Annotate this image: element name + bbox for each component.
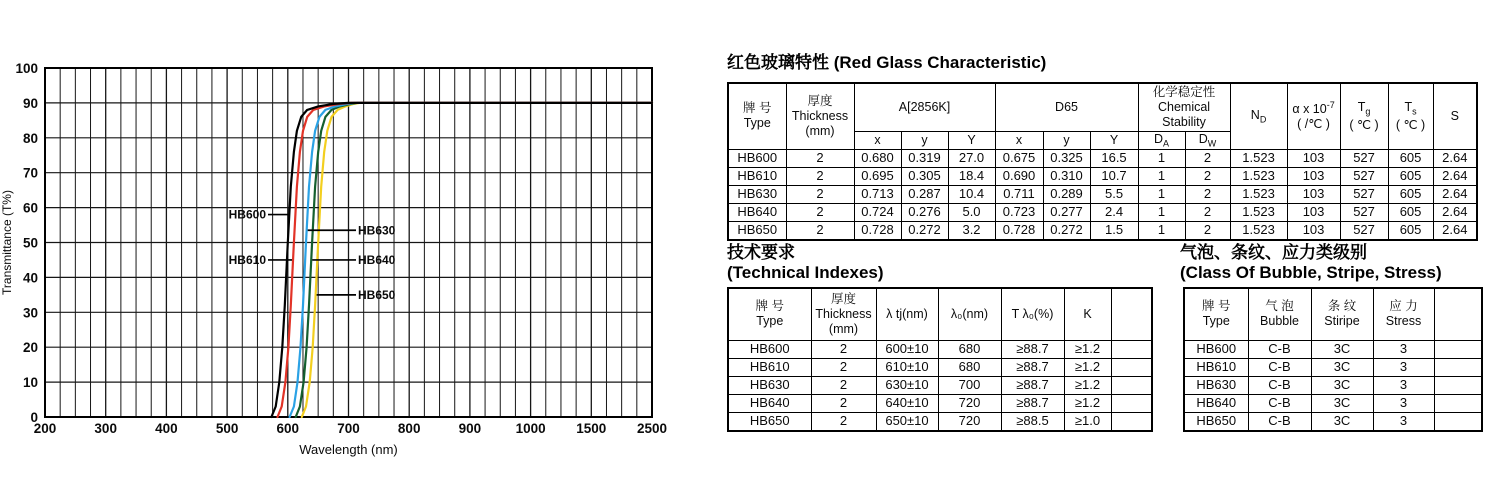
col-header-stress	[1373, 288, 1434, 340]
col-header-lambda-0: λ₀(nm)	[938, 288, 1001, 340]
table-cell	[1434, 394, 1482, 412]
red-glass-characteristic-table	[727, 82, 1478, 241]
col-header-a-x: x	[854, 131, 901, 149]
stress-label-en: Stress	[1385, 314, 1422, 329]
table-cell: 527	[1340, 203, 1388, 221]
table-cell: 605	[1388, 221, 1433, 240]
table-cell: 1.5	[1090, 221, 1138, 240]
table-cell: HB610	[1184, 358, 1248, 376]
bubble-label-zh: 气 泡	[1265, 299, 1294, 314]
table-cell: 0.713	[854, 185, 901, 203]
x-tick-label: 200	[33, 421, 57, 436]
table-row	[728, 412, 1152, 431]
section-title-red-glass: 红色玻璃特性 (Red Glass Characteristic)	[727, 53, 1047, 72]
table-cell: HB600	[1184, 340, 1248, 358]
red-glass-table-body	[728, 149, 1477, 240]
table-cell: 2.64	[1433, 167, 1477, 185]
col-header-lambda-tj: λ tj(nm)	[876, 288, 938, 340]
col-header-chemical-stability	[1138, 83, 1230, 131]
table-cell: 0.319	[901, 149, 948, 167]
type-label-zh: 牌 号	[1202, 299, 1231, 314]
col-header-type	[728, 83, 786, 149]
table-cell: 720	[938, 412, 1001, 431]
col-header-nd	[1230, 83, 1287, 149]
table-cell: 2	[786, 185, 854, 203]
table-cell: 2	[811, 358, 876, 376]
table-cell: HB600	[728, 340, 811, 358]
table-row	[1184, 412, 1482, 431]
x-tick-label: 1000	[515, 421, 546, 436]
table-cell: HB600	[728, 149, 786, 167]
table-cell: 2	[811, 376, 876, 394]
table-cell: 1.523	[1230, 185, 1287, 203]
table-cell: 2.4	[1090, 203, 1138, 221]
table-cell: 680	[938, 340, 1001, 358]
thickness-unit: (mm)	[828, 321, 859, 336]
table-cell: ≥88.7	[1001, 340, 1064, 358]
x-tick-label: 1500	[576, 421, 607, 436]
ts-base: T	[1404, 100, 1413, 115]
alpha-base: α x 10	[1292, 102, 1327, 117]
table-row	[728, 340, 1152, 358]
table-cell: 0.675	[995, 149, 1043, 167]
type-label-zh: 牌 号	[743, 101, 772, 116]
table-cell: 610±10	[876, 358, 938, 376]
type-label-en: Type	[743, 116, 771, 131]
table-cell: 27.0	[948, 149, 995, 167]
col-header-da	[1138, 131, 1185, 149]
col-header-k: K	[1064, 288, 1111, 340]
table-row	[1184, 376, 1482, 394]
ts-unit: ( ℃ )	[1395, 117, 1426, 132]
curve-label-HB640: HB640	[358, 252, 396, 267]
table-row	[1184, 394, 1482, 412]
table-cell: ≥1.2	[1064, 394, 1111, 412]
table-cell: 1	[1138, 221, 1185, 240]
col-header-d65-y: y	[1043, 131, 1090, 149]
col-header-d65-x: x	[995, 131, 1043, 149]
table-cell: 0.277	[1043, 203, 1090, 221]
chem-label-en1: Chemical	[1157, 99, 1211, 114]
table-row	[728, 185, 1477, 203]
col-header-d65-Y: Y	[1090, 131, 1138, 149]
table-cell: 0.272	[901, 221, 948, 240]
table-cell: 0.680	[854, 149, 901, 167]
table-cell: 605	[1388, 203, 1433, 221]
table-row	[1184, 358, 1482, 376]
table-cell: 527	[1340, 185, 1388, 203]
col-header-type	[1184, 288, 1248, 340]
col-header-a-y: y	[901, 131, 948, 149]
table-cell: 1.523	[1230, 149, 1287, 167]
y-tick-label: 80	[22, 130, 38, 146]
table-cell: 0.695	[854, 167, 901, 185]
stripe-label-zh: 条 纹	[1327, 299, 1357, 314]
col-header-alpha	[1287, 83, 1340, 149]
table-cell: C-B	[1248, 340, 1311, 358]
table-cell: HB640	[728, 203, 786, 221]
table-cell: 3	[1373, 358, 1434, 376]
table-cell: HB630	[728, 185, 786, 203]
table-row	[1184, 340, 1482, 358]
nd-base: N	[1250, 107, 1260, 122]
table-cell: 0.711	[995, 185, 1043, 203]
table-cell: 103	[1287, 149, 1340, 167]
thickness-label-zh: 厚度	[830, 291, 856, 306]
table-cell: 0.723	[995, 203, 1043, 221]
table-cell: 2	[811, 340, 876, 358]
table-cell: 3.2	[948, 221, 995, 240]
col-header-illuminant-a: A[2856K]	[854, 83, 995, 131]
technical-indexes-section	[727, 243, 1153, 432]
table-cell: C-B	[1248, 376, 1311, 394]
table-cell: 1	[1138, 185, 1185, 203]
tg-base: T	[1357, 100, 1366, 115]
table-row	[728, 167, 1477, 185]
table-cell: HB650	[728, 221, 786, 240]
chem-label-en2: Stability	[1162, 114, 1206, 129]
nd-sub: D	[1259, 114, 1267, 125]
table-cell: 1.523	[1230, 167, 1287, 185]
table-cell	[1111, 394, 1152, 412]
table-cell: 2.64	[1433, 185, 1477, 203]
bubble-stripe-stress-section	[1180, 243, 1483, 432]
curve-label-HB650: HB650	[358, 287, 396, 302]
col-header-t-lambda-0: T λ₀(%)	[1001, 288, 1064, 340]
table-row	[728, 203, 1477, 221]
thickness-label-zh: 厚度	[807, 93, 833, 108]
table-cell: HB610	[728, 358, 811, 376]
table-cell: 5.0	[948, 203, 995, 221]
table-row	[728, 221, 1477, 240]
table-cell: 640±10	[876, 394, 938, 412]
tg-sub: g	[1365, 106, 1371, 117]
technical-indexes-table-body	[728, 340, 1152, 431]
y-tick-label: 10	[22, 375, 38, 391]
col-header-bubble	[1248, 288, 1311, 340]
section-title-technical-en: (Technical Indexes)	[727, 263, 884, 282]
table-cell: ≥88.7	[1001, 376, 1064, 394]
y-tick-label: 50	[22, 235, 38, 251]
table-cell: 103	[1287, 221, 1340, 240]
col-header-tg	[1340, 83, 1388, 149]
table-cell: 0.287	[901, 185, 948, 203]
table-cell: HB630	[728, 376, 811, 394]
col-header-a-Y: Y	[948, 131, 995, 149]
y-axis-label: Transmittance (T%)	[0, 190, 14, 295]
table-cell: ≥1.2	[1064, 376, 1111, 394]
table-row	[728, 358, 1152, 376]
table-cell: 2	[1185, 185, 1230, 203]
table-cell: 2.64	[1433, 203, 1477, 221]
x-tick-label: 900	[458, 421, 482, 436]
table-cell: 2.64	[1433, 149, 1477, 167]
table-cell: ≥88.5	[1001, 412, 1064, 431]
table-cell: 2.64	[1433, 221, 1477, 240]
header-row	[1184, 288, 1482, 340]
table-cell	[1111, 376, 1152, 394]
type-label-zh: 牌 号	[755, 299, 784, 314]
table-cell: 605	[1388, 149, 1433, 167]
bubble-stripe-stress-table-body	[1184, 340, 1482, 431]
table-cell: HB650	[728, 412, 811, 431]
table-cell: C-B	[1248, 412, 1311, 431]
table-cell: 1.523	[1230, 221, 1287, 240]
table-cell: 103	[1287, 185, 1340, 203]
y-tick-label: 60	[22, 200, 38, 216]
table-cell	[1111, 340, 1152, 358]
tg-unit: ( ℃ )	[1349, 117, 1379, 132]
table-cell: 0.305	[901, 167, 948, 185]
table-cell: 2	[1185, 221, 1230, 240]
x-tick-label: 400	[155, 421, 178, 436]
curve-label-HB630: HB630	[358, 223, 396, 238]
table-cell: 680	[938, 358, 1001, 376]
col-header-ts	[1388, 83, 1433, 149]
stripe-label-en: Stiripe	[1324, 314, 1360, 329]
da-base: D	[1154, 131, 1164, 146]
table-cell: 3	[1373, 412, 1434, 431]
table-cell: 720	[938, 394, 1001, 412]
table-cell: HB650	[1184, 412, 1248, 431]
y-tick-label: 0	[30, 410, 38, 425]
table-cell: 3C	[1311, 358, 1373, 376]
x-tick-label: 600	[276, 421, 300, 436]
table-cell: 0.724	[854, 203, 901, 221]
table-cell	[1111, 412, 1152, 431]
transmittance-chart	[0, 0, 700, 480]
da-sub: A	[1163, 138, 1170, 148]
y-tick-label: 40	[22, 270, 38, 286]
technical-indexes-table	[727, 287, 1153, 432]
table-cell: 3C	[1311, 376, 1373, 394]
table-cell: 0.276	[901, 203, 948, 221]
x-tick-label: 800	[397, 421, 421, 436]
table-cell: 10.7	[1090, 167, 1138, 185]
table-row	[728, 376, 1152, 394]
y-tick-label: 90	[22, 95, 38, 111]
table-cell: 103	[1287, 203, 1340, 221]
table-cell: ≥1.0	[1064, 412, 1111, 431]
section-title-class-zh: 气泡、条纹、应力类级别	[1180, 243, 1367, 262]
table-cell	[1434, 358, 1482, 376]
col-header-d65: D65	[995, 83, 1138, 131]
table-cell: 3	[1373, 340, 1434, 358]
x-axis-label: Wavelength (nm)	[299, 442, 398, 457]
table-cell: 0.289	[1043, 185, 1090, 203]
col-header-stripe	[1311, 288, 1373, 340]
table-cell: HB640	[1184, 394, 1248, 412]
table-cell: 0.690	[995, 167, 1043, 185]
table-cell: C-B	[1248, 358, 1311, 376]
bubble-stripe-stress-table	[1183, 287, 1483, 432]
type-label-en: Type	[756, 314, 784, 329]
x-tick-label: 2500	[636, 421, 668, 436]
table-cell: 605	[1388, 185, 1433, 203]
table-cell: HB640	[728, 394, 811, 412]
table-cell: 630±10	[876, 376, 938, 394]
table-cell: 605	[1388, 167, 1433, 185]
table-cell: 527	[1340, 167, 1388, 185]
table-cell: 2	[786, 221, 854, 240]
table-cell: 0.310	[1043, 167, 1090, 185]
table-cell: HB610	[728, 167, 786, 185]
table-cell: 527	[1340, 149, 1388, 167]
table-cell: ≥1.2	[1064, 340, 1111, 358]
table-cell: 16.5	[1090, 149, 1138, 167]
stress-label-zh: 应 力	[1389, 299, 1418, 314]
y-tick-label: 100	[15, 61, 38, 76]
table-cell: 5.5	[1090, 185, 1138, 203]
bubble-label-en: Bubble	[1260, 314, 1299, 329]
table-cell: 0.728	[854, 221, 901, 240]
table-cell	[1434, 376, 1482, 394]
table-cell: 2	[1185, 149, 1230, 167]
table-cell: 0.728	[995, 221, 1043, 240]
header-row	[728, 288, 1152, 340]
table-cell: ≥88.7	[1001, 358, 1064, 376]
col-header-blank	[1434, 288, 1482, 340]
table-cell: 2	[811, 394, 876, 412]
chem-label-zh: 化学稳定性	[1152, 84, 1216, 99]
x-tick-label: 300	[94, 421, 117, 436]
alpha-sup: -7	[1326, 100, 1335, 111]
header-row-groups	[728, 83, 1477, 131]
col-header-s: S	[1433, 83, 1477, 149]
col-header-blank	[1111, 288, 1152, 340]
col-header-thickness	[811, 288, 876, 340]
red-glass-characteristic-section	[727, 53, 1478, 241]
table-cell	[1434, 340, 1482, 358]
x-tick-label: 500	[215, 421, 239, 436]
y-tick-label: 70	[22, 165, 38, 181]
table-cell: 650±10	[876, 412, 938, 431]
thickness-label-en: Thickness	[791, 108, 849, 123]
table-cell: 3	[1373, 376, 1434, 394]
table-cell: 0.325	[1043, 149, 1090, 167]
table-cell: 3C	[1311, 412, 1373, 431]
table-cell: 10.4	[948, 185, 995, 203]
table-cell	[1434, 412, 1482, 431]
table-cell: 600±10	[876, 340, 938, 358]
col-header-dw	[1185, 131, 1230, 149]
table-cell: 2	[1185, 167, 1230, 185]
table-cell: 2	[786, 149, 854, 167]
table-cell: 1	[1138, 203, 1185, 221]
col-header-type	[728, 288, 811, 340]
col-header-thickness	[786, 83, 854, 149]
table-cell: 2	[1185, 203, 1230, 221]
table-cell: 103	[1287, 167, 1340, 185]
dw-sub: W	[1207, 138, 1217, 148]
curve-label-HB610: HB610	[228, 252, 266, 267]
table-cell: 3	[1373, 394, 1434, 412]
table-cell: 527	[1340, 221, 1388, 240]
x-tick-label: 700	[337, 421, 360, 436]
chart-canvas	[0, 0, 700, 480]
y-tick-label: 20	[22, 340, 38, 356]
table-cell: 2	[811, 412, 876, 431]
section-title-class-en: (Class Of Bubble, Stripe, Stress)	[1180, 263, 1442, 282]
y-tick-label: 30	[22, 305, 38, 321]
section-title-technical-zh: 技术要求	[727, 243, 795, 262]
table-cell: 1	[1138, 149, 1185, 167]
curve-label-HB600: HB600	[228, 207, 266, 222]
type-label-en: Type	[1202, 314, 1230, 329]
table-cell: C-B	[1248, 394, 1311, 412]
table-cell	[1111, 358, 1152, 376]
thickness-label-en: Thickness	[815, 306, 872, 321]
table-cell: 0.272	[1043, 221, 1090, 240]
table-cell: 18.4	[948, 167, 995, 185]
table-cell: 1.523	[1230, 203, 1287, 221]
table-cell: ≥1.2	[1064, 358, 1111, 376]
table-cell: 2	[786, 167, 854, 185]
ts-sub: s	[1412, 106, 1417, 117]
dw-base: D	[1198, 131, 1208, 146]
table-cell: HB630	[1184, 376, 1248, 394]
table-cell: 2	[786, 203, 854, 221]
table-cell: 700	[938, 376, 1001, 394]
table-cell: ≥88.7	[1001, 394, 1064, 412]
table-row	[728, 149, 1477, 167]
thickness-unit: (mm)	[805, 123, 835, 138]
alpha-unit: ( /℃ )	[1297, 117, 1330, 132]
table-cell: 1	[1138, 167, 1185, 185]
table-cell: 3C	[1311, 340, 1373, 358]
table-row	[728, 394, 1152, 412]
table-cell: 3C	[1311, 394, 1373, 412]
